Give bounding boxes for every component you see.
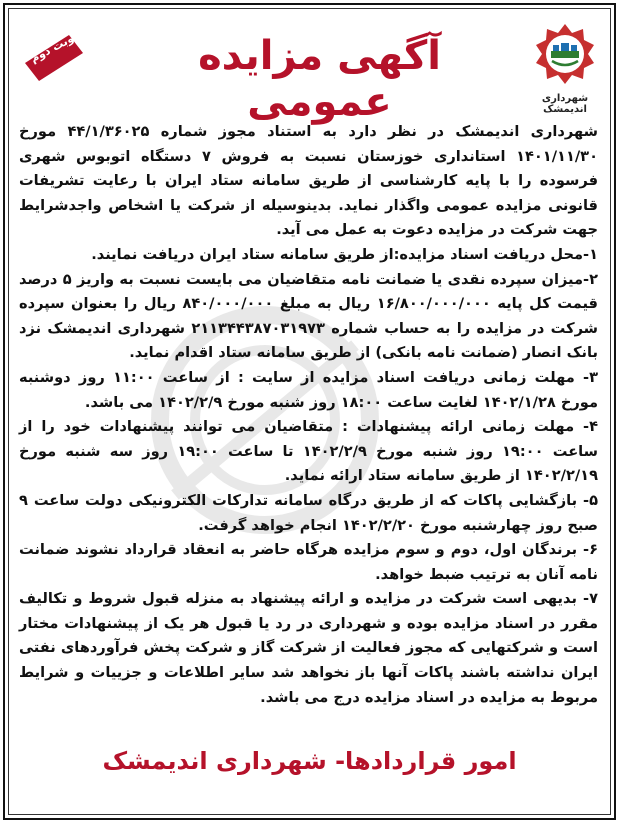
clause-1: ۱-محل دریافت اسناد مزایده:از طریق سامانه ستاد ایران دریافت نمایند.: [91, 245, 598, 263]
round-badge: نوبت دوم: [28, 29, 80, 66]
clause-4: ۴- مهلت زمانی ارائه پیشنهادات : متقاضیان می توانند پیشنهادات خود را از ساعت ۱۹:۰۰ روز شنبه مورخ ۱۴۰۲/۲/۹ تا ساعت ۱۹:۰۰ روز سه شنبه مورخ ۱۴۰۲/۲/۱۹ از طریق سامانه ستاد ارائه نماید.: [19, 418, 598, 485]
clause-5: ۵- بازگشایی پاکات که از طریق درگاه سامانه تدارکات الکترونیکی دولت ساعت ۹ صبح روز چهارشنبه مورخ ۱۴۰۲/۲/۲۰ انجام خواهد گرفت.: [19, 491, 598, 534]
signature: امور قراردادها- شهرداری اندیمشک: [102, 747, 517, 775]
notice-frame: [3, 3, 616, 820]
logo-caption: شهرداری اندیمشک: [541, 93, 589, 115]
clause-3: ۳- مهلت زمانی دریافت اسناد مزایده از سایت : از ساعت ۱۱:۰۰ روز دوشنبه مورخ ۱۴۰۲/۱/۲۸ لغایت ساعت ۱۸:۰۰ روز شنبه مورخ ۱۴۰۲/۲/۹ می باشد.: [19, 368, 598, 411]
clause-6: ۶- برندگان اول، دوم و سوم مزایده هرگاه حاضر به انعقاد قرارداد نشوند ضمانت نامه آنان به ترتیب ضبط خواهد.: [19, 541, 598, 583]
clause-2: ۲-میزان سپرده نقدی یا ضمانت نامه متقاضیان می بایست نسبت به واریز ۵ درصد قیمت کل پایه ۱۶/۸۰۰/۰۰۰/۰۰۰ ریال به مبلغ ۸۴۰/۰۰۰/۰۰۰ ریال را بعنوان سپرده شرکت در مزایده را به حساب شماره ۲۱۱۳۴۴۳۸۷۰۳۱۹۷۳ شهرداری اندیمشک نزد بانک انصار (ضمانت نامه بانکی) از طریق سامانه ستاد اقدام نماید.: [19, 270, 599, 362]
intro-paragraph: شهرداری اندیمشک در نظر دارد به استناد مجوز شماره ۴۴/۱/۳۶۰۲۵ مورخ ۱۴۰۱/۱۱/۳۰ استانداری خوزستان نسبت به فروش ۷ دستگاه اتوبوس شهری فرسوده را با پایه کارشناسی از طریق سامانه ستاد ایران با رعایت تشریفات قانونی مزایده عمومی واگذار نماید. بدینوسیله از شرکت یا اشخاص واجدشرایط جهت شرکت در مزایده دعوت به عمل می آید.: [19, 123, 598, 239]
notice-body: [19, 120, 598, 710]
municipality-logo-icon: [534, 23, 596, 85]
page-title: آگهی مزایده عمومی: [198, 33, 441, 125]
clause-7: ۷- بدیهی است شرکت در مزایده و ارائه پیشنهاد به منزله قبول شروط و تکالیف مقرر در اسناد مزایده بوده و شهرداری در رد یا قبول هر یک از پیشنهادات مختار است و شرکتهایی که مجوز فعالیت از شرکت گاز و شرکت پخش فرآوردهای نفتی ایران نداشته باشند پاکات آنها باز نخواهد شد سایر اطلاعات و جزییات و شرایط مربوط به مزایده در اسناد مزایده درج می باشد.: [19, 590, 598, 706]
